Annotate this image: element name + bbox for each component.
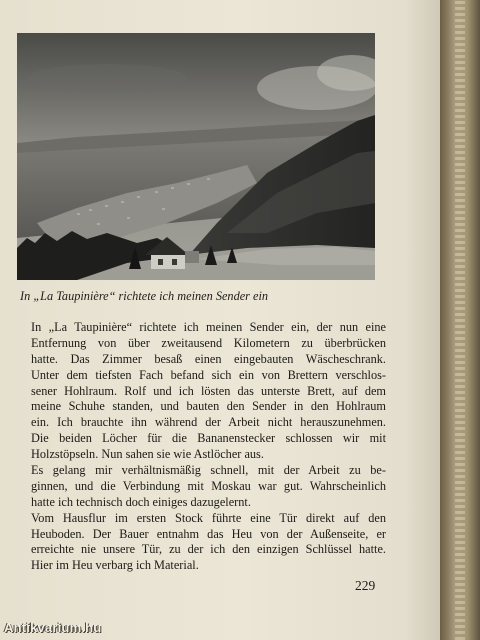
photo-caption: In „La Taupinière“ richtete ich meinen Sender ein	[20, 289, 269, 303]
text-line: meine Schuhe standen, und bauten den Sender in den Hohlraum	[31, 399, 386, 414]
landscape-photo	[17, 33, 375, 280]
text-line: Die beiden Löcher für die Bananenstecker schlossen wir mit	[31, 431, 386, 446]
spine-binding	[455, 0, 465, 640]
text-line: erreichte nie unsere Tür, zu der ich den einzigen Schlüssel hatte.	[31, 542, 386, 557]
body-text	[31, 320, 386, 574]
watermark: Antikvarium.hu	[4, 620, 102, 635]
text-line: hatte. Das Zimmer besaß einen eingebauten Wäscheschrank.	[31, 351, 386, 366]
text-line: sener Hohlraum. Rolf und ich lösten das unterste Brett, auf dem	[31, 383, 386, 398]
text-line: ein. Ich brauchte ihn während der Arbeit nicht herauszunehmen.	[31, 415, 386, 430]
text-line: Entfernung von über zweitausend Kilometern zu überbrücken	[31, 335, 386, 350]
text-line: Vom Hausflur im ersten Stock führte eine Tür direkt auf den	[31, 510, 386, 525]
text-line: In „La Taupinière“ richtete ich meinen Sender ein, der nun eine	[31, 320, 386, 334]
page-number: 229	[355, 578, 376, 593]
text-line: Holzstöpseln. Nun sahen sie wie Astlöcher aus.	[31, 447, 264, 462]
text-line: Heuboden. Der Bauer entnahm das Heu von der Außenseite, er	[31, 526, 386, 541]
text-line: hatte ich technisch doch einiges dazugelernt.	[31, 494, 251, 509]
text-line: Hier im Heu verbarg ich Material.	[31, 558, 199, 573]
text-line: ginnen, und die Verbindung mit Moskau war gut. Wahrscheinlich	[31, 478, 386, 493]
photo-illustration	[17, 33, 375, 280]
text-line: Unter dem tiefsten Fach befand sich ein von Brettern verschlos-	[31, 367, 386, 382]
text-line: Es gelang mir verhältnismäßig schnell, mit der Arbeit zu be-	[31, 463, 386, 478]
